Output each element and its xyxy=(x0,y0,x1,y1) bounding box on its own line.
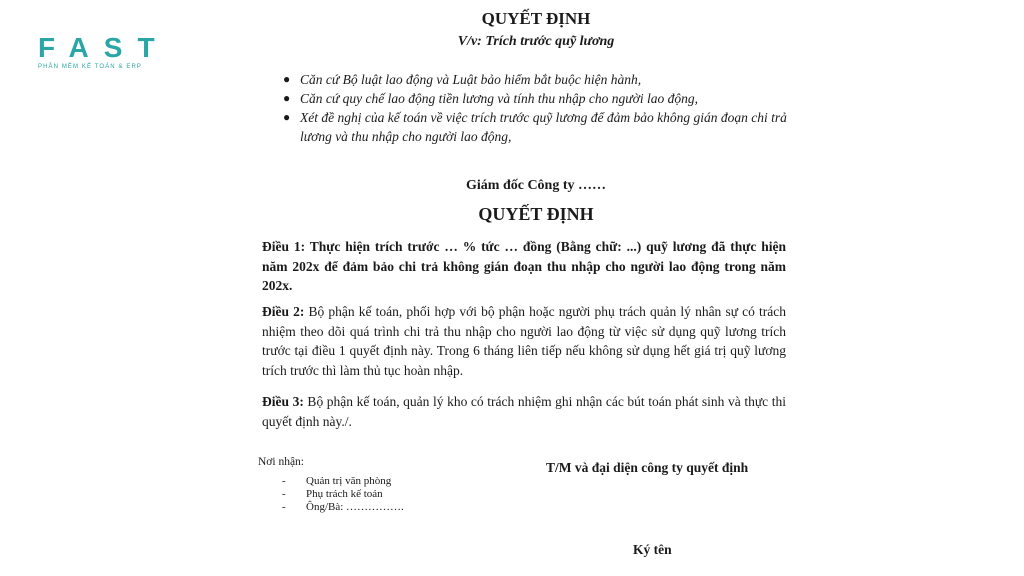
legal-basis-item: ● Căn cứ quy chế lao động tiền lương và tính thu nhập cho người lao động, xyxy=(283,91,698,106)
recipient-item: - Ông/Bà: ……………. xyxy=(282,501,404,513)
recipient-item: - Quản trị văn phòng xyxy=(282,475,392,487)
logo-brand: FAST xyxy=(38,32,170,63)
signature-line: Ký tên xyxy=(633,542,672,557)
article-2 xyxy=(262,302,786,380)
document-title: QUYẾT ĐỊNH xyxy=(481,9,591,28)
director-line: Giám đốc Công ty …… xyxy=(466,178,606,193)
article-1: Điều 1: Thực hiện trích trước … % tức … đồng (Bằng chữ: ...) quỹ lương đã thực hiện năm 202x để đảm bảo chi trả không gián đoạn thu nhập cho người lao động trong năm 202x. xyxy=(262,239,786,293)
bullet-icon: ● xyxy=(283,110,291,124)
legal-basis-item: ● Xét đề nghị của kế toán về việc trích trước quỹ lương để đảm bảo không gián đoạn chi trả lương và thu nhập cho người lao động, xyxy=(283,110,787,144)
bullet-icon: ● xyxy=(283,91,291,105)
legal-bases-list xyxy=(283,70,803,146)
document-subtitle: V/v: Trích trước quỹ lương xyxy=(457,34,615,49)
recipients-label: Nơi nhận: xyxy=(258,456,305,468)
article-3 xyxy=(262,392,786,431)
recipients-list xyxy=(282,475,482,514)
bullet-icon: ● xyxy=(283,72,291,86)
signatory-title: T/M và đại diện công ty quyết định xyxy=(546,460,749,475)
article-2-text: Bộ phận kế toán, phối hợp với bộ phận hoặc người phụ trách quản lý nhân sự có trách nhiệm theo dõi quá trình chi trả thu nhập cho người lao động từ việc sử dụng quỹ lương trích trước tại điều 1 quyết định này. Trong 6 tháng liên tiếp nếu không sử dụng hết giá trị quỹ lương trích trước thì làm thủ tục hoàn nhập. xyxy=(262,304,787,378)
recipient-item: - Phụ trách kế toán xyxy=(282,488,383,500)
article-3-label: Điều 3: xyxy=(262,394,304,409)
article-2-label: Điều 2: xyxy=(262,304,305,319)
legal-basis-item: ● Căn cứ Bộ luật lao động và Luật bảo hiểm bắt buộc hiện hành, xyxy=(283,72,642,87)
logo-tagline: PHẦN MỀM KẾ TOÁN & ERP xyxy=(38,64,142,70)
article-3-text: Bộ phận kế toán, quản lý kho có trách nhiệm ghi nhận các bút toán phát sinh và thực thi quyết định này./. xyxy=(262,394,787,429)
decision-heading: QUYẾT ĐỊNH xyxy=(478,204,594,224)
